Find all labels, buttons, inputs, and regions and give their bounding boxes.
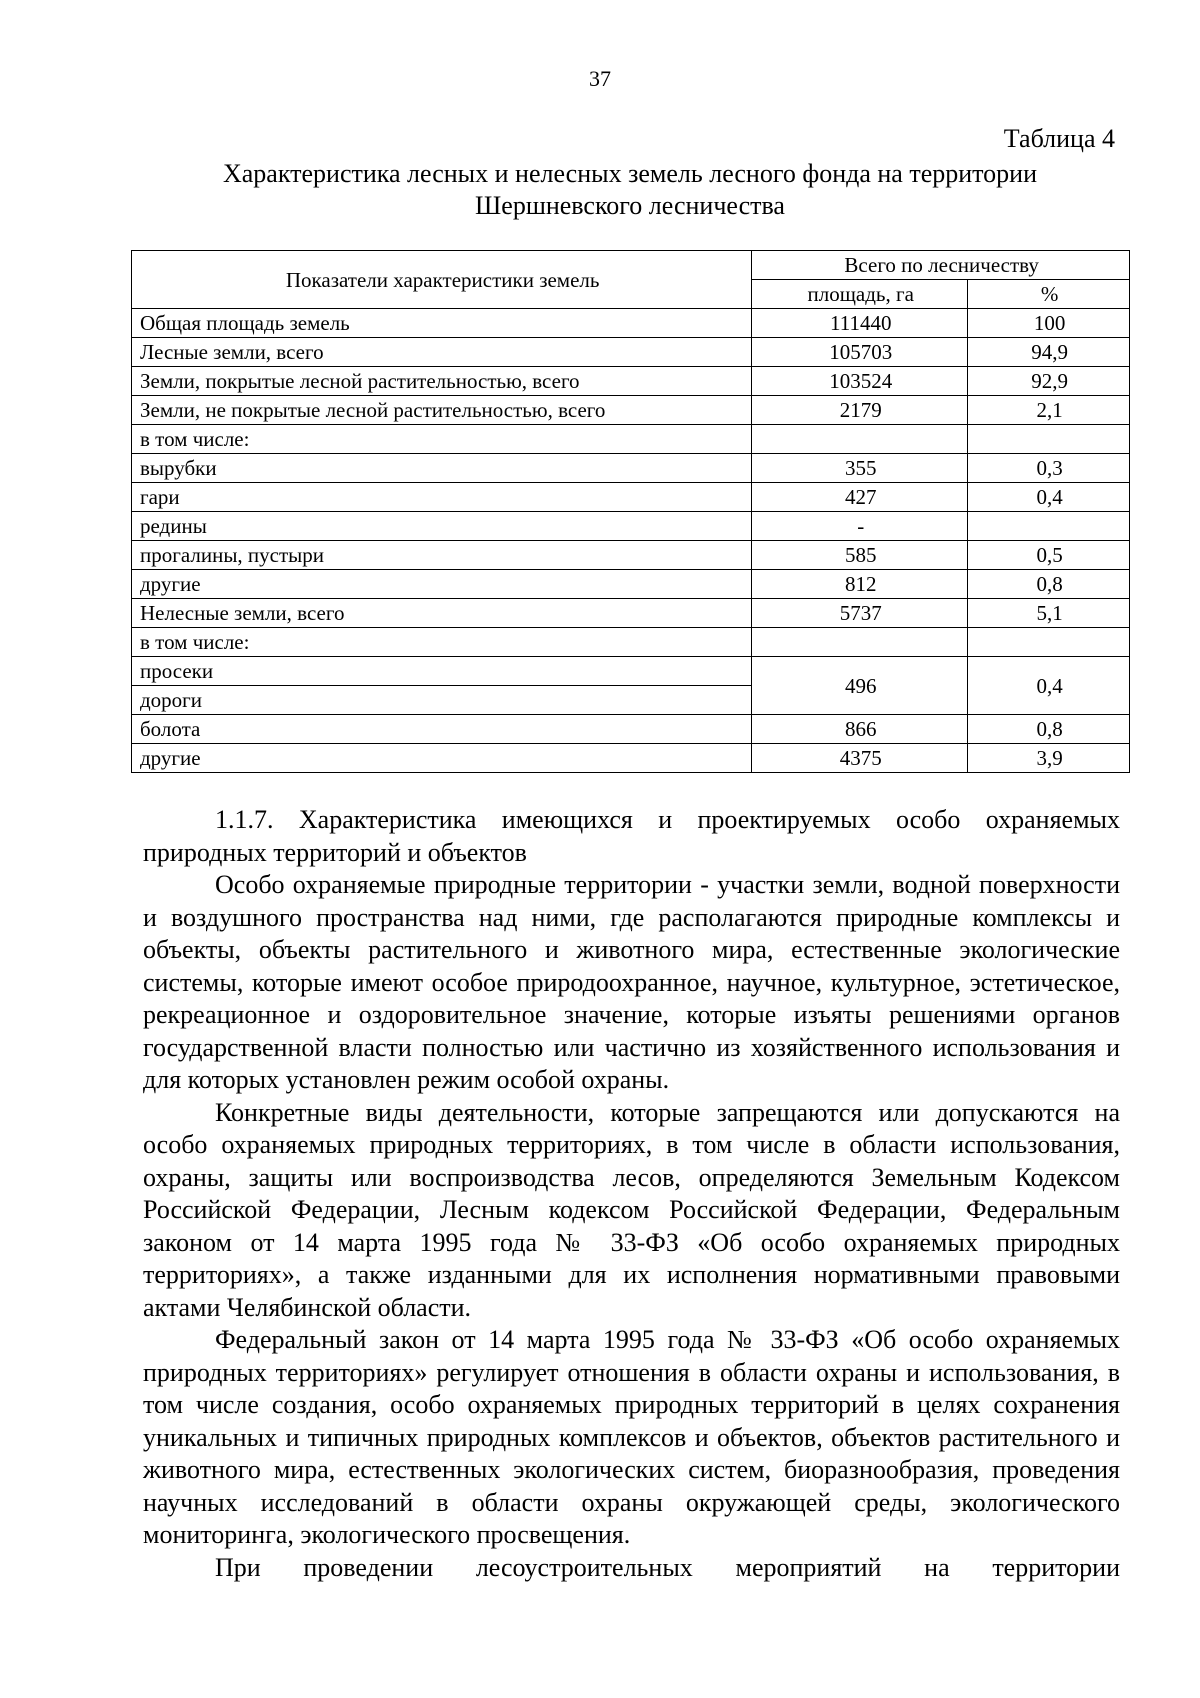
row-percent: 0,4	[968, 657, 1130, 715]
table-row	[132, 338, 1130, 367]
section-heading: 1.1.7. Характеристика имеющихся и проектируемых особо охраняемых природных территорий и объектов	[143, 805, 1120, 867]
row-area: 2179	[752, 396, 968, 425]
table-row	[132, 367, 1130, 396]
header-indicator: Показатели характеристики земель	[132, 251, 752, 309]
paragraph: Федеральный закон от 14 марта 1995 года № 33-ФЗ «Об особо охраняемых природных территориях» регулирует отношения в области охраны и использования, в том числе создания, особо охраняемых природных территорий в целях сохранения уникальных и типичных природных комплексов и объектов, объектов растительного и животного мира, естественных экологических систем, биоразнообразия, проведения научных исследований в области охраны окружающей среды, экологического мониторинга, экологического просвещения.	[143, 1325, 1120, 1549]
row-percent: 0,5	[968, 541, 1130, 570]
land-characteristics-table	[131, 250, 1130, 773]
row-label: Нелесные земли, всего	[132, 599, 752, 628]
table-row	[132, 744, 1130, 773]
row-label: болота	[132, 715, 752, 744]
table-label: Таблица 4	[1003, 124, 1115, 153]
row-area: 585	[752, 541, 968, 570]
row-area: 111440	[752, 309, 968, 338]
row-area: 496	[752, 657, 968, 715]
row-area: -	[752, 512, 968, 541]
row-label: прогалины, пустыри	[132, 541, 752, 570]
table-row	[132, 599, 1130, 628]
table-header-row	[132, 251, 1130, 280]
row-percent: 92,9	[968, 367, 1130, 396]
row-label: просеки	[132, 657, 752, 686]
row-label: в том числе:	[132, 425, 752, 454]
row-area	[752, 628, 968, 657]
header-area: площадь, га	[752, 280, 968, 309]
row-label: в том числе:	[132, 628, 752, 657]
row-label: другие	[132, 744, 752, 773]
table-row	[132, 512, 1130, 541]
row-area	[752, 425, 968, 454]
row-percent: 0,4	[968, 483, 1130, 512]
header-total: Всего по лесничеству	[752, 251, 1130, 280]
row-percent: 0,8	[968, 570, 1130, 599]
row-area: 866	[752, 715, 968, 744]
row-label: редины	[132, 512, 752, 541]
table-row	[132, 570, 1130, 599]
row-percent: 5,1	[968, 599, 1130, 628]
header-percent: %	[968, 280, 1130, 309]
row-label: Лесные земли, всего	[132, 338, 752, 367]
paragraph: Конкретные виды деятельности, которые запрещаются или допускаются на особо охраняемых природных территориях, в том числе в области использования, охраны, защиты или воспроизводства лесов, определяются Земельным Кодексом Российской Федерации, Лесным кодексом Российской Федерации, Федеральным законом от 14 марта 1995 года № 33-ФЗ «Об особо охраняемых природных территориях», а также изданными для их исполнения нормативными правовыми актами Челябинской области.	[143, 1097, 1120, 1322]
table-row	[132, 425, 1130, 454]
row-label: Общая площадь земель	[132, 309, 752, 338]
row-label: гари	[132, 483, 752, 512]
table-row	[132, 396, 1130, 425]
table-row	[132, 309, 1130, 338]
row-area: 427	[752, 483, 968, 512]
row-area: 103524	[752, 367, 968, 396]
row-percent: 94,9	[968, 338, 1130, 367]
table-title	[130, 158, 1130, 222]
body-text	[143, 804, 1120, 1584]
page-number: 37	[589, 66, 611, 91]
row-area: 5737	[752, 599, 968, 628]
row-label: дороги	[132, 686, 752, 715]
row-area: 4375	[752, 744, 968, 773]
row-percent: 2,1	[968, 396, 1130, 425]
table-row	[132, 657, 1130, 686]
table-title-line-1: Характеристика лесных и нелесных земель лесного фонда на территории	[222, 159, 1037, 188]
paragraph: Особо охраняемые природные территории - участки земли, водной поверхности и воздушного пространства над ними, где располагаются природные комплексы и объекты, объекты растительного и животного мира, естественные экологические системы, которые имеют особое природоохранное, научное, культурное, эстетическое, рекреационное и оздоровительное значение, которые изъяты решениями органов государственной власти полностью или частично из хозяйственного использования и для которых установлен режим особой охраны.	[143, 870, 1120, 1094]
row-label: вырубки	[132, 454, 752, 483]
row-percent	[968, 425, 1130, 454]
row-label: другие	[132, 570, 752, 599]
row-area: 355	[752, 454, 968, 483]
table-row	[132, 715, 1130, 744]
table-row	[132, 483, 1130, 512]
row-percent: 0,3	[968, 454, 1130, 483]
table-row	[132, 628, 1130, 657]
row-label: Земли, покрытые лесной растительностью, всего	[132, 367, 752, 396]
row-percent	[968, 512, 1130, 541]
table-row	[132, 454, 1130, 483]
row-percent	[968, 628, 1130, 657]
row-percent: 3,9	[968, 744, 1130, 773]
row-label: Земли, не покрытые лесной растительностью, всего	[132, 396, 752, 425]
table-title-line-2: Шершневского лесничества	[475, 191, 785, 220]
paragraph: При проведении лесоустроительных мероприятий на территории	[215, 1552, 1120, 1582]
row-percent: 100	[968, 309, 1130, 338]
row-area: 105703	[752, 338, 968, 367]
row-percent: 0,8	[968, 715, 1130, 744]
row-area: 812	[752, 570, 968, 599]
table-row	[132, 541, 1130, 570]
